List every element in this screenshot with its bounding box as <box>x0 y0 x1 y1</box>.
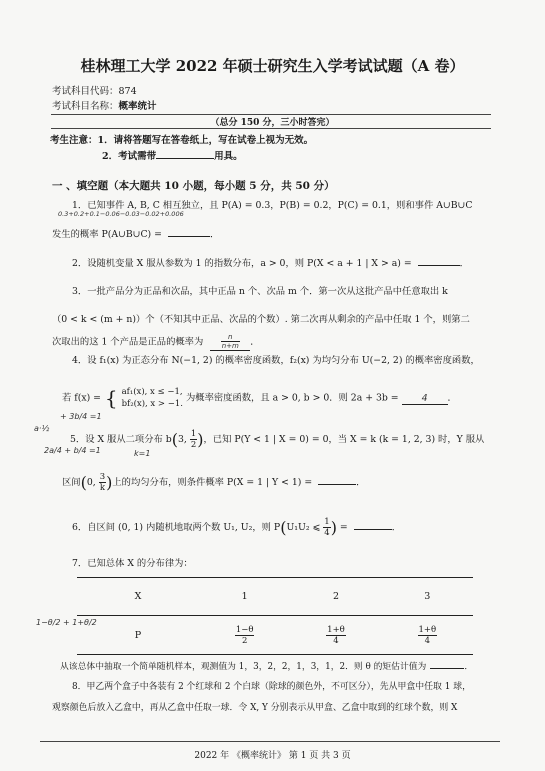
q4-answer: 4 <box>421 392 428 404</box>
q4-text: 为概率密度函数，且 a > 0, b > 0．则 2a + 3b = <box>185 392 399 404</box>
q4-brace: { <box>104 386 118 410</box>
q2-line: 2．设随机变量 X 服从参数为 1 的指数分布，a > 0，则 P(X < a + 1 | X > a) = ． <box>72 254 469 269</box>
q8-line-2: 观察颜色后放入乙盒中，再从乙盒中任取一球．令 X, Y 分别表示从甲盒、乙盒中取到的红球个数，则 X <box>52 703 458 713</box>
prob-fraction-2: $\frac{1+\theta}{4}$ <box>327 624 345 646</box>
q2-text: 2．设随机变量 X 服从参数为 1 的指数分布，a > 0，则 P(X < a + 1 | X > a) = <box>72 258 412 269</box>
margin-note-2: + 3b/4 =1 <box>60 412 102 421</box>
notice-label: 考生注意： <box>50 135 98 146</box>
margin-note-3: 2a/4 + b/4 =1 <box>44 446 101 455</box>
q4-case-2: bf₂(x), x > −1. <box>121 399 183 409</box>
q4-fx: 若 f(x) = <box>62 392 101 404</box>
prob-fraction-3: $\frac{1+\theta}{4}$ <box>418 624 437 646</box>
q4-line-1: 4．设 f₁(x) 为正态分布 N(−1, 2) 的概率密度函数，f₂(x) 为均匀分布 U(−2, 2) 的概率密度函数， <box>72 355 480 366</box>
notice-blank <box>156 147 214 159</box>
table-row-label: P <box>77 616 199 655</box>
table-header-cell: X <box>77 578 199 616</box>
q5-line-1: 5．设 X 服从二项分布 b(3, $\frac{1}{2}$ )，已知 P(Y < 1 | X = 0) = 0，当 X = k (k = 1, 2, 3) 时，Y 服从 <box>70 429 485 450</box>
exam-title: 桂林理工大学 2022 年硕士研究生入学考试试题（A 卷） <box>80 57 465 75</box>
q5-line-2: 区间(0, $\frac{3}{k}$ )上的均匀分布，则条件概率 P(X = 1 | Y < 1) = ． <box>62 472 366 493</box>
q7-after-text: 从该总体中抽取一个简单随机样本，观测值为 1，3，2，2，1，3，1，2．则 θ 的矩估计值为 <box>60 662 427 672</box>
q5-text-b: ，已知 P(Y < 1 | X = 0) = 0，当 X = k (k = 1, 2, 3) 时，Y 服从 <box>203 434 485 445</box>
q7-blank <box>430 657 464 669</box>
q5-handwriting: k=1 <box>134 449 151 458</box>
q6-text: 6．自区间 (0, 1) 内随机地取两个数 U₁, U₂，则 P <box>72 522 281 533</box>
distribution-table <box>77 577 473 655</box>
q5-text-d: 上的均匀分布，则条件概率 P(X = 1 | Y < 1) = <box>112 477 313 488</box>
table-prob-cell <box>290 616 381 655</box>
q1-line-1: 1．已知事件 A, B, C 相互独立，且 P(A) = 0.3，P(B) = 0.2，P(C) = 0.1，则和事件 A∪B∪C <box>72 200 473 211</box>
notice-item-2-suffix: 用具。 <box>214 151 243 162</box>
q2-blank <box>418 254 460 266</box>
q3-line-2: （0 < k < (m + n)）个（不知其中正品、次品的个数）. 第二次再从剩余的产品中任取 1 个，则第二 <box>52 314 470 325</box>
subject-name-label: 考试科目名称： <box>52 101 119 112</box>
q5-blank <box>318 473 356 485</box>
table-header-cell: 2 <box>290 578 381 616</box>
q6-fraction: $\frac{1}{4}$ <box>324 517 330 538</box>
q6-line: 6．自区间 (0, 1) 内随机地取两个数 U₁, U₂，则 P(U₁U₂ ⩽ $\frac{1}{4}$ ) = ． <box>72 517 401 538</box>
notice-item-2-prefix: 2．考试需带 <box>102 151 157 162</box>
margin-note-1: a·½ <box>34 424 50 433</box>
q1-line-2-text: 发生的概率 P(A∪B∪C) = <box>52 229 162 240</box>
q3-answer-blank <box>210 333 250 351</box>
prob-fraction-1: $\frac{1-\theta}{2}$ <box>235 624 254 646</box>
q6-blank <box>354 518 392 530</box>
score-line: （总分 150 分，三小时答完） <box>210 118 335 128</box>
q5-text-c: 区间 <box>62 477 81 488</box>
q3-line-3-text: 次取出的这 1 个产品是正品的概率为 <box>52 336 204 348</box>
table-header-row <box>77 578 473 616</box>
q5-binomial-fraction: $\frac{1}{2}$ <box>190 429 197 450</box>
q1-blank <box>168 225 210 237</box>
header-rule-bottom <box>51 128 491 129</box>
notice-item-1: 1．请将答题写在答卷纸上，写在试卷上视为无效。 <box>97 135 314 146</box>
subject-code-label: 考试科目代码： <box>52 86 119 97</box>
q4-answer-blank <box>402 393 448 405</box>
q5-text-a: 5．设 X 服从二项分布 b <box>70 434 172 445</box>
table-prob-cell <box>199 616 290 655</box>
q1-line-2: 发生的概率 P(A∪B∪C) = ． <box>52 225 219 240</box>
section-heading: 一 、填空题（本大题共 10 小题，每小题 5 分，共 50 分） <box>52 180 335 192</box>
q4-case-1: af₁(x), x ≤ −1, <box>121 387 183 397</box>
q3-answer-fraction: $\frac{n}{n+m}$ <box>221 333 239 350</box>
table-prob-row <box>77 616 473 655</box>
q7-line: 7．已知总体 X 的分布律为： <box>72 558 193 569</box>
notice-line-1 <box>50 132 313 146</box>
q1-handwriting: 0.3+0.2+0.1−0.06−0.03−0.02+0.006 <box>58 210 184 218</box>
subject-name-line <box>52 98 157 112</box>
subject-name: 概率统计 <box>118 101 157 112</box>
subject-code: 874 <box>118 86 137 97</box>
q5-interval-fraction: $\frac{3}{k}$ <box>99 472 106 493</box>
q3-line-3: 次取出的这 1 个产品是正品的概率为 $\frac{n}{n+m}$ ． <box>52 333 260 350</box>
table-header-cell: 3 <box>382 578 473 616</box>
margin-note-table: 1−θ/2 + 1+θ/2 <box>36 618 97 627</box>
table-prob-cell <box>382 616 473 655</box>
q7-after-line: 从该总体中抽取一个简单随机样本，观测值为 1，3，2，2，1，3，1，2．则 θ 的矩估计值为 ． <box>60 657 473 672</box>
table-header-cell: 1 <box>199 578 290 616</box>
q8-line-1: 8．甲乙两个盒子中各装有 2 个红球和 2 个白球（除球的颜色外，不可区分），先从甲盒中任取 1 球， <box>72 682 471 692</box>
page-footer: 2022 年 《概率统计》 第 1 页 共 3 页 <box>194 751 351 761</box>
q4-cases <box>122 386 183 410</box>
subject-code-line <box>52 83 137 97</box>
notice-line-2 <box>102 147 243 162</box>
q4-line-2: 若 f(x) = { af₁(x), x ≤ −1, bf₂(x), x > −1. 为概率密度函数，且 a > 0, b > 0．则 2a + 3b = 4 ． <box>62 386 457 410</box>
q3-line-1: 3．一批产品分为正品和次品，其中正品 n 个、次品 m 个．第一次从这批产品中任意取出 k <box>72 286 448 297</box>
footer-rule <box>40 741 500 742</box>
